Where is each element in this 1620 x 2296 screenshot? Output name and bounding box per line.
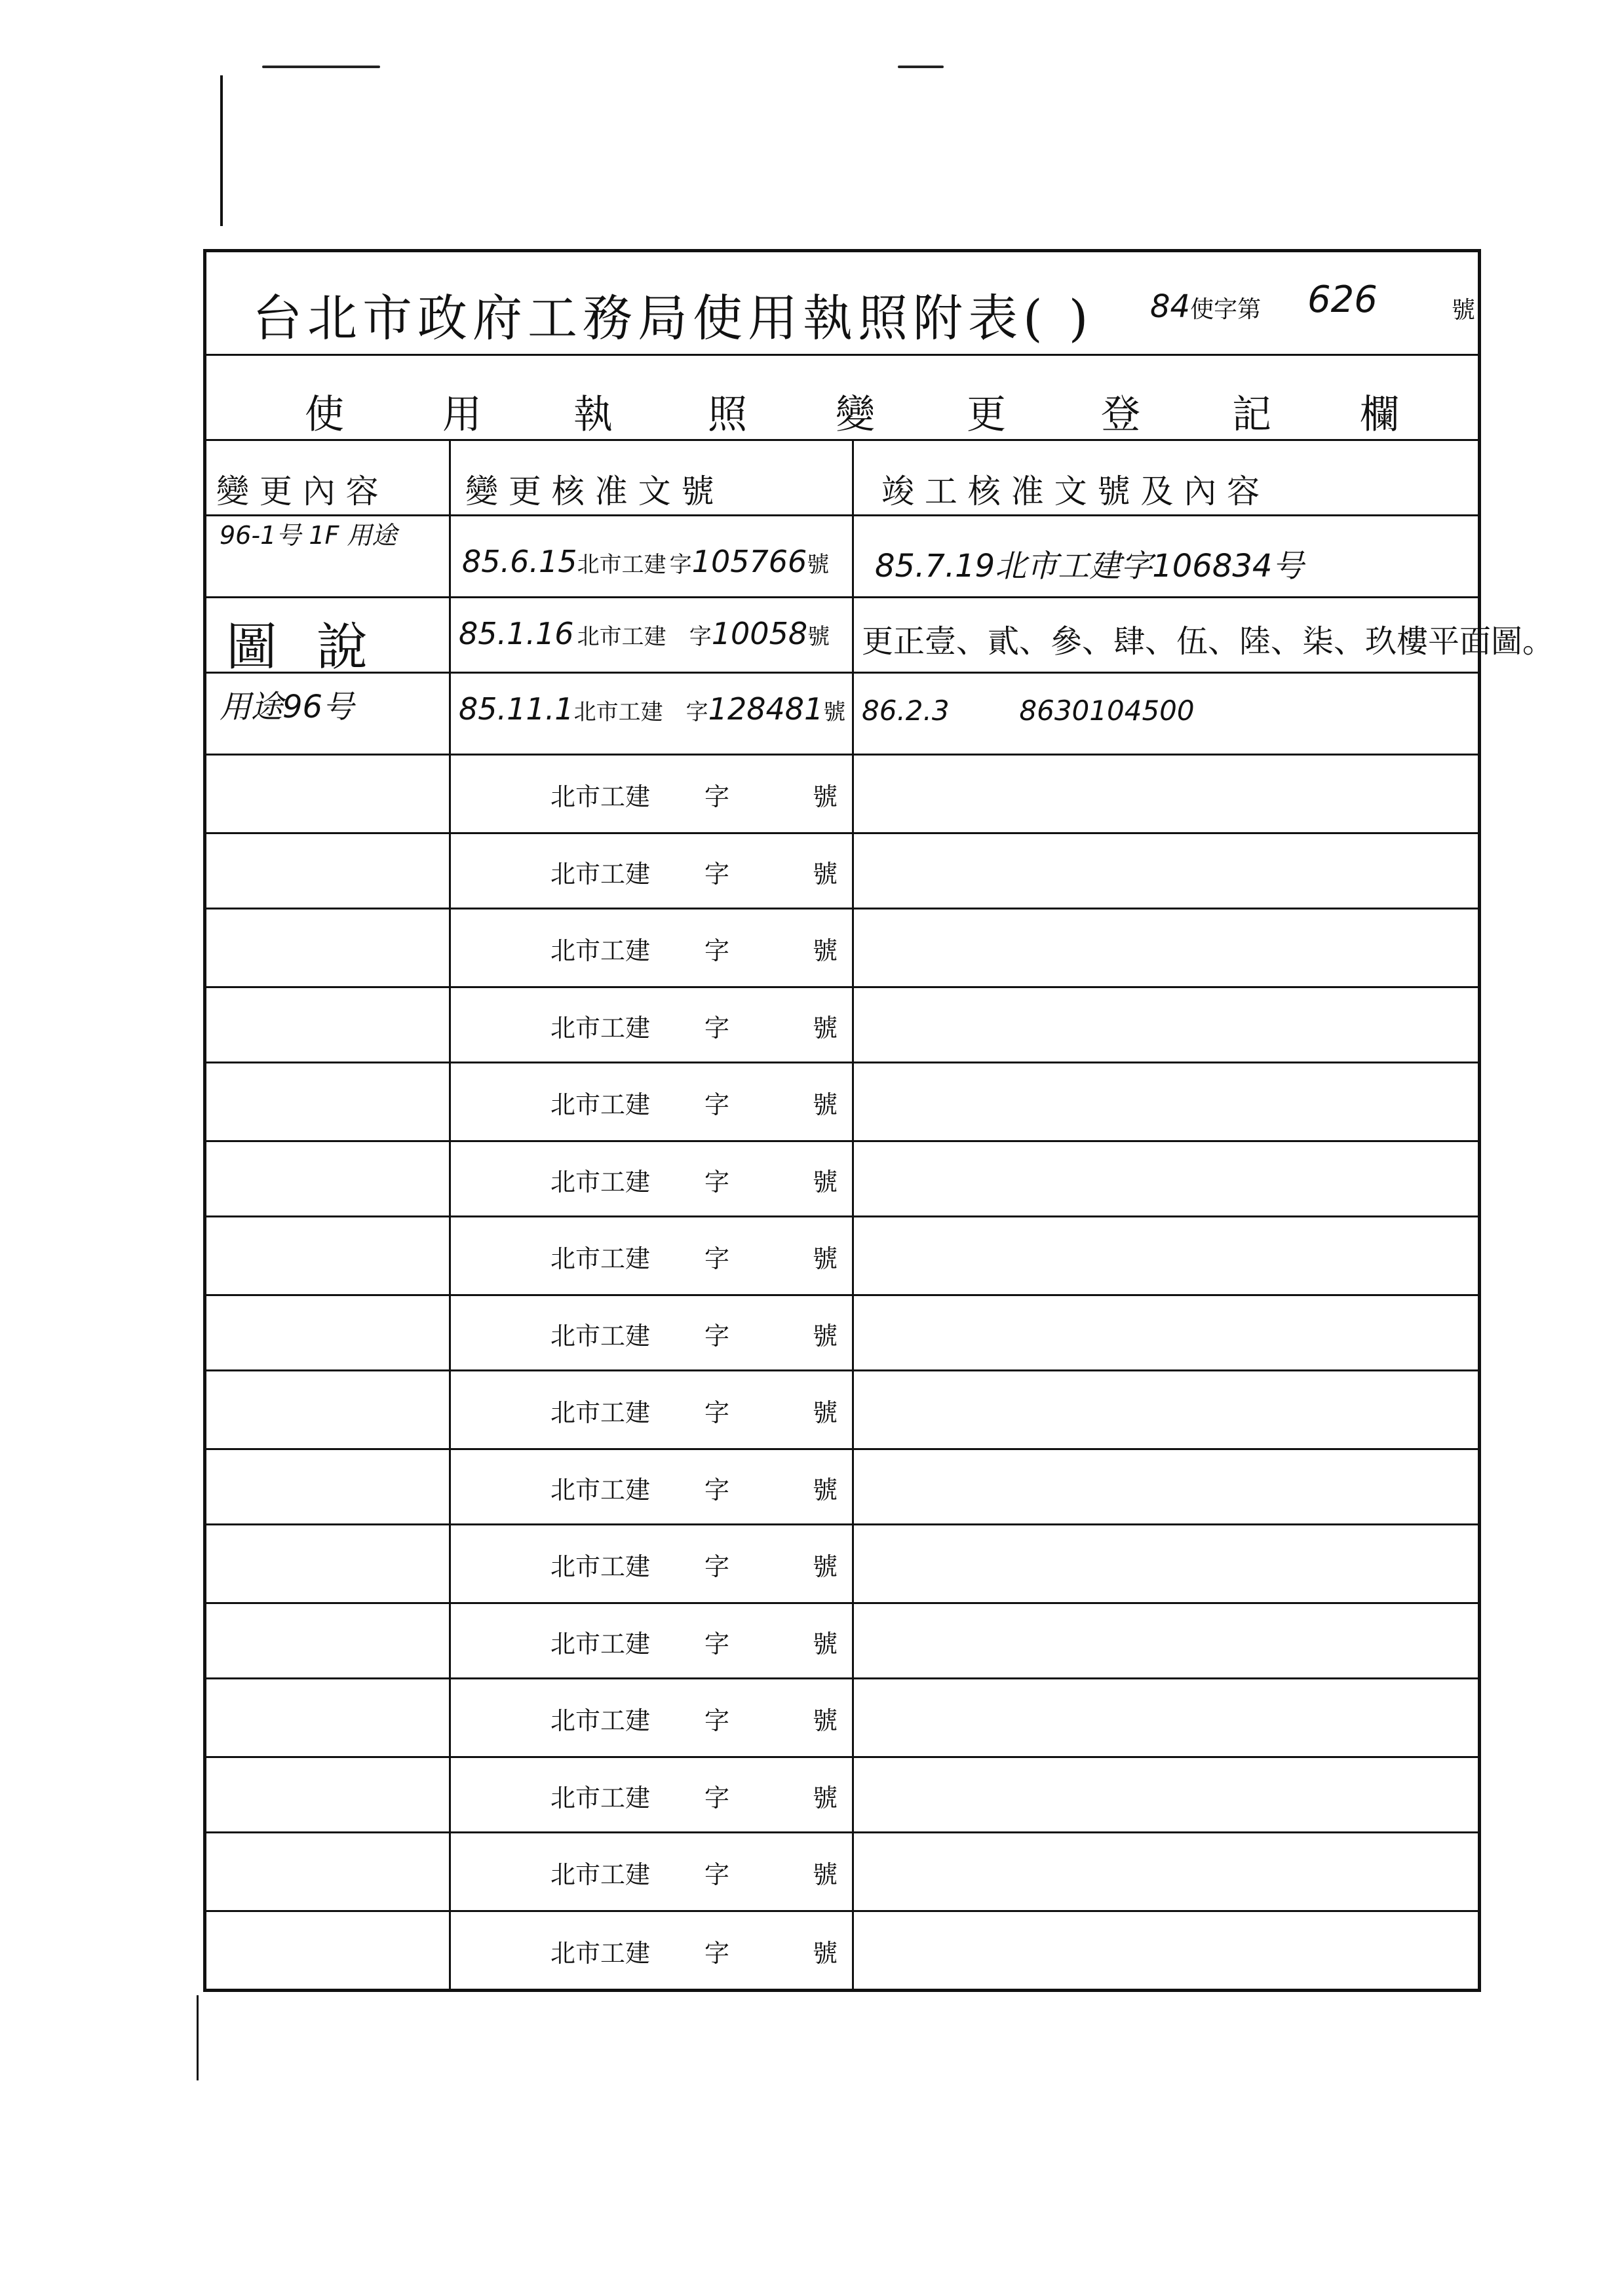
blank-row-prefix: 北市工建 (550, 1476, 651, 1504)
row-change-content: 96-1号 1F 用途 (220, 521, 397, 550)
approval-zi: 字 (689, 624, 712, 650)
rule (206, 1369, 1478, 1371)
approval-date: 85.6.15 (462, 544, 577, 579)
approval-zi: 字 (685, 699, 708, 725)
blank-row-prefix: 北市工建 (550, 1398, 651, 1427)
column-header-approval-doc: 變 更 核 准 文 號 (465, 472, 714, 510)
banner-char: 更 (967, 392, 1006, 438)
rule (206, 1910, 1478, 1912)
permit-year: 84 (1150, 288, 1191, 325)
blank-row-zi: 字 (704, 1860, 730, 1889)
blank-row-prefix: 北市工建 (550, 1014, 651, 1043)
banner-char: 使 (305, 392, 344, 438)
row-completion-doc: 85.7.19北市工建字106834号 (875, 548, 1304, 584)
banner-char: 執 (573, 392, 613, 438)
approval-prefix: 北市工建 (577, 624, 666, 650)
banner-char: 欄 (1360, 392, 1399, 438)
blank-row-hao: 號 (813, 1244, 838, 1273)
blank-row-zi: 字 (704, 1398, 730, 1427)
approval-number: 128481 (708, 691, 824, 727)
blank-row-zi: 字 (704, 1014, 730, 1043)
blank-row-hao: 號 (813, 1784, 838, 1812)
blank-row-zi: 字 (704, 1784, 730, 1812)
approval-number: 105766 (691, 544, 807, 579)
scan-speck (898, 66, 944, 68)
blank-row-hao: 號 (813, 1706, 838, 1735)
row-approval-doc (459, 616, 830, 651)
row-change-content: 圖說 (226, 618, 408, 677)
scan-speck (262, 66, 380, 68)
rule (206, 1448, 1478, 1450)
banner-char: 登 (1101, 392, 1140, 438)
row-completion-doc: 86.2.3 8630104500 (862, 695, 1195, 727)
banner-char: 用 (442, 392, 482, 438)
rule (206, 1062, 1478, 1063)
blank-row-hao: 號 (813, 1476, 838, 1504)
banner-char: 記 (1232, 392, 1271, 438)
row-completion-doc: 更正壹、貳、參、肆、伍、陸、柒、玖樓平面圖。 (862, 623, 1554, 660)
blank-row-zi: 字 (704, 1630, 730, 1658)
blank-row-prefix: 北市工建 (550, 1244, 651, 1273)
row-approval-doc (459, 691, 845, 727)
approval-hao: 號 (807, 552, 830, 578)
blank-row-zi: 字 (704, 936, 730, 965)
blank-row-prefix: 北市工建 (550, 1784, 651, 1812)
blank-row-hao: 號 (813, 782, 838, 811)
blank-row-zi: 字 (704, 860, 730, 889)
form-title: 台北市政府工務局使用執照附表( ) (252, 289, 1094, 347)
blank-row-hao: 號 (813, 1860, 838, 1889)
blank-row-hao: 號 (813, 1630, 838, 1658)
blank-row-prefix: 北市工建 (550, 1322, 651, 1350)
approval-hao: 號 (823, 699, 846, 725)
rule (206, 1215, 1478, 1217)
rule (206, 908, 1478, 909)
rule (206, 1602, 1478, 1604)
rule (206, 354, 1478, 356)
rule (206, 1756, 1478, 1758)
rule (206, 754, 1478, 756)
blank-row-hao: 號 (813, 1014, 838, 1043)
blank-row-zi: 字 (704, 1244, 730, 1273)
rule (206, 1677, 1478, 1679)
column-divider (852, 439, 854, 1989)
blank-row-prefix: 北市工建 (550, 936, 651, 965)
blank-row-prefix: 北市工建 (550, 782, 651, 811)
permit-ref (1150, 288, 1261, 325)
margin-line (220, 75, 223, 226)
column-divider (449, 439, 451, 1989)
banner-char: 照 (708, 392, 747, 438)
row-approval-doc (462, 544, 829, 579)
column-header-completion-doc: 竣 工 核 准 文 號 及 內 容 (881, 472, 1260, 510)
approval-hao: 號 (807, 624, 830, 650)
approval-prefix: 北市工建 (573, 699, 663, 725)
banner-char: 變 (836, 392, 875, 438)
rule (206, 596, 1478, 598)
blank-row-hao: 號 (813, 1552, 838, 1581)
blank-row-hao: 號 (813, 936, 838, 965)
approval-prefix: 北市工建 (577, 552, 666, 578)
rule (206, 1831, 1478, 1833)
margin-line (197, 1995, 199, 2080)
permit-label: 使字第 (1190, 296, 1262, 323)
rule (206, 1294, 1478, 1296)
approval-date: 85.11.1 (459, 691, 574, 727)
rule (206, 514, 1478, 516)
blank-row-zi: 字 (704, 1168, 730, 1196)
blank-row-prefix: 北市工建 (550, 860, 651, 889)
approval-date: 85.1.16 (459, 616, 574, 651)
blank-row-prefix: 北市工建 (550, 1168, 651, 1196)
blank-row-hao: 號 (813, 1322, 838, 1350)
blank-row-prefix: 北市工建 (550, 1860, 651, 1889)
blank-row-prefix: 北市工建 (550, 1552, 651, 1581)
blank-row-zi: 字 (704, 1090, 730, 1119)
rule (206, 986, 1478, 988)
permit-number: 626 (1307, 278, 1378, 321)
blank-row-zi: 字 (704, 782, 730, 811)
blank-row-hao: 號 (813, 860, 838, 889)
blank-row-zi: 字 (704, 1322, 730, 1350)
blank-row-zi: 字 (704, 1706, 730, 1735)
blank-row-hao: 號 (813, 1168, 838, 1196)
approval-zi: 字 (669, 552, 692, 578)
blank-row-hao: 號 (813, 1398, 838, 1427)
rule (206, 1523, 1478, 1525)
approval-number: 10058 (711, 616, 808, 651)
permit-suffix: 號 (1452, 297, 1476, 324)
rule (206, 1140, 1478, 1142)
blank-row-zi: 字 (704, 1939, 730, 1968)
blank-row-zi: 字 (704, 1552, 730, 1581)
blank-row-prefix: 北市工建 (550, 1939, 651, 1968)
blank-row-prefix: 北市工建 (550, 1090, 651, 1119)
permit-form (203, 249, 1554, 1992)
blank-row-prefix: 北市工建 (550, 1630, 651, 1658)
blank-row-hao: 號 (813, 1939, 838, 1968)
blank-row-zi: 字 (704, 1476, 730, 1504)
column-header-change-content: 變 更 內 容 (216, 472, 379, 510)
rule (206, 832, 1478, 834)
blank-row-prefix: 北市工建 (550, 1706, 651, 1735)
blank-row-hao: 號 (813, 1090, 838, 1119)
row-change-content: 用途96号 (220, 689, 355, 725)
